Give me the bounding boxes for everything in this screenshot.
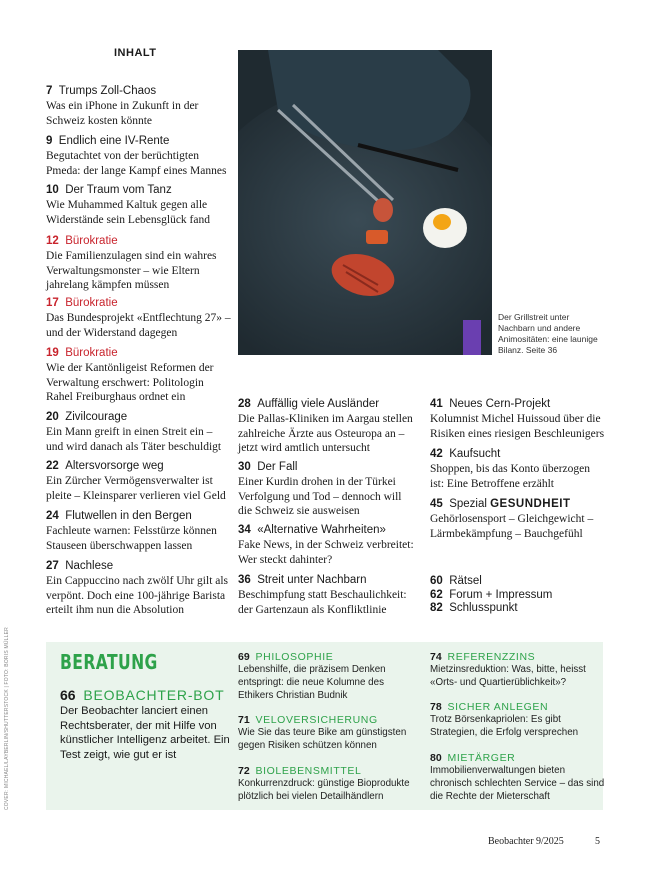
entry-section: Bürokratie: [65, 347, 118, 359]
entry-page-number: 24: [46, 510, 59, 522]
entry-section: BEOBACHTER-BOT: [83, 687, 225, 703]
entry-section: REFERENZZINS: [447, 651, 536, 663]
entry-teaser: Immobilienverwaltungen bieten chronisch schlechten Service – das sind die Rechte der Mieterschaft: [430, 765, 605, 802]
entry-section: SICHER ANLEGEN: [447, 701, 549, 713]
grill-photo: [238, 50, 492, 355]
entry-section: Bürokratie: [65, 235, 118, 247]
entry-page-number: 34: [238, 524, 251, 536]
toc-entry[interactable]: [46, 459, 231, 503]
toc-entry[interactable]: [238, 460, 418, 519]
entry-page-number: 74: [430, 651, 442, 663]
beratung-entry[interactable]: [238, 650, 416, 702]
entry-section: Nachlese: [65, 560, 114, 572]
entry-page-number: 9: [46, 135, 53, 147]
entry-page-number: 71: [238, 714, 250, 726]
toc-entry[interactable]: [46, 559, 231, 618]
toc-entry[interactable]: [46, 346, 231, 405]
entry-section: PHILOSOPHIE: [255, 651, 334, 663]
entry-teaser: Einer Kurdin drohen in der Türkei Verfolgung und Tod – dennoch will die Schweiz sie ausweisen: [238, 476, 402, 517]
entry-teaser: Begutachtet von der berüchtigten Pmeda: der lange Kampf eines Mannes: [46, 150, 227, 177]
misc-list: [430, 575, 552, 616]
entry-page-number: 66: [60, 687, 76, 703]
beratung-entry[interactable]: [430, 700, 608, 740]
entry-teaser: Konkurrenzdruck: günstige Bioprodukte plötzlich bei vielen Detailhändlern: [238, 778, 410, 802]
toc-entry[interactable]: [46, 296, 231, 340]
entry-section: Auffällig viele Ausländer: [257, 398, 380, 410]
entry-section: Altersvorsorge weg: [65, 460, 164, 472]
entry-teaser: Trotz Börsenkapriolen: Es gibt Strategien, die Erfolg versprechen: [430, 714, 579, 738]
entry-teaser: Der Beobachter lanciert einen Rechtsberater, der mit Hilfe von künstlicher Intelligenz arbeitet. Ein Test zeigt, wie gut er ist: [60, 705, 230, 761]
entry-section: Der Fall: [257, 461, 298, 473]
entry-teaser: Shoppen, bis das Konto überzogen ist: Eine Betroffene erzählt: [430, 463, 591, 490]
spezial-entry[interactable]: [430, 497, 605, 541]
entry-teaser: Wie Sie das teure Bike am günstigsten gegen Risiken schützen können: [238, 727, 407, 751]
entry-section: Streit unter Nachbarn: [257, 574, 367, 586]
entry-page-number: 72: [238, 765, 250, 777]
entry-page-number: 22: [46, 460, 59, 472]
entry-teaser: Gehörlosensport – Gleichgewicht – Lärmbekämpfung – Bauchgefühl: [430, 513, 594, 540]
beratung-entry[interactable]: [430, 650, 608, 690]
footer-magazine: Beobachter 9/2025: [488, 836, 564, 847]
toc-entry[interactable]: [46, 84, 231, 128]
beratung-title: BERATUNG: [60, 650, 158, 674]
entry-page-number: 45: [430, 498, 443, 510]
entry-section: Kaufsucht: [449, 448, 501, 460]
entry-teaser: Wie Muhammed Kaltuk gegen alle Widerstände sein Lebensglück fand: [46, 199, 210, 226]
list-item[interactable]: [430, 575, 552, 589]
entry-page-number: 80: [430, 752, 442, 764]
entry-teaser: Kolumnist Michel Huissoud über die Risiken eines riesigen Beschleunigers: [430, 413, 605, 440]
toc-entry[interactable]: [430, 397, 605, 441]
entry-teaser: Mietzinsreduktion: Was, bitte, heisst «Orts- und Quartierüblichkeit»?: [430, 664, 586, 688]
spezial-title: GESUNDHEIT: [490, 498, 571, 510]
entry-page-number: 28: [238, 398, 251, 410]
spezial-label: Spezial: [449, 498, 487, 510]
entry-page-number: 69: [238, 651, 250, 663]
entry-teaser: Ein Cappuccino nach zwölf Uhr gilt als verpönt. Doch eine 100-jährige Barista erteilt ihm nun die Absolution: [46, 575, 229, 616]
entry-teaser: Lebenshilfe, die präzisem Denken entspringt: die neue Kolumne des Ethikers Christian Budnik: [238, 664, 386, 701]
toc-entry[interactable]: [238, 397, 418, 456]
entry-section: BIOLEBENSMITTEL: [255, 765, 362, 777]
entry-page-number: 60: [430, 575, 443, 587]
entry-page-number: 30: [238, 461, 251, 473]
entry-section: Endlich eine IV-Rente: [58, 135, 170, 147]
photo-credit: COVER: MICHAEL/LAYBERLIN/SHUTTERSTOCK | FOTO: BORIS MÜLLER: [4, 627, 10, 810]
list-item[interactable]: [430, 589, 552, 603]
entry-section: Bürokratie: [65, 297, 118, 309]
entry-section: «Alternative Wahrheiten»: [257, 524, 386, 536]
entry-teaser: Die Pallas-Kliniken im Aargau stellen zahlreiche Ärzte aus Osteuropa an – jetzt wird amtlich untersucht: [238, 413, 413, 454]
entry-teaser: Beschimpfung statt Beschaulichkeit: der Gartenzaun als Konfliktlinie: [238, 589, 407, 616]
entry-page-number: 19: [46, 347, 59, 359]
entry-page-number: 36: [238, 574, 251, 586]
toc-entry[interactable]: [430, 447, 605, 491]
entry-page-number: 7: [46, 85, 53, 97]
entry-page-number: 20: [46, 411, 59, 423]
toc-entry[interactable]: [238, 573, 418, 617]
entry-section: Zivilcourage: [65, 411, 128, 423]
entry-teaser: Das Bundesprojekt «Entflechtung 27» – und der Widerstand dagegen: [46, 312, 231, 339]
entry-page-number: 12: [46, 235, 59, 247]
entry-teaser: Wie der Kantönligeist Reformen der Verwaltung erschwert: Politologin Rahel Freiburghaus ordnet ein: [46, 362, 214, 403]
entry-section: MIETÄRGER: [447, 752, 516, 764]
entry-teaser: Fachleute warnen: Felsstürze können Stauseen überschwappen lassen: [46, 525, 217, 552]
entry-teaser: Ein Mann greift in einen Streit ein – und wird danach als Täter beschuldigt: [46, 426, 222, 453]
entry-page-number: 42: [430, 448, 443, 460]
beratung-entry[interactable]: [238, 713, 416, 753]
toc-entry[interactable]: [46, 183, 231, 227]
entry-teaser: Die Familienzulagen sind ein wahres Verwaltungsmonster – wie Eltern jahrelang kämpfen müssen: [46, 250, 217, 291]
entry-page-number: 17: [46, 297, 59, 309]
beratung-main-entry[interactable]: [60, 686, 230, 762]
entry-page-number: 82: [430, 602, 443, 614]
toc-entry[interactable]: [238, 523, 418, 567]
entry-section: Neues Cern-Projekt: [449, 398, 551, 410]
grill-illustration: [238, 50, 492, 355]
entry-page-number: 41: [430, 398, 443, 410]
entry-page-number: 62: [430, 588, 443, 601]
entry-section: VELOVERSICHERUNG: [255, 714, 378, 726]
entry-page-number: 10: [46, 184, 59, 196]
toc-entry[interactable]: [46, 509, 231, 553]
entry-section: Rätsel: [449, 575, 482, 587]
toc-entry[interactable]: [46, 410, 231, 454]
entry-section: Forum + Impressum: [449, 588, 553, 601]
photo-caption: Der Grillstreit unter Nachbarn und andere Animositäten: eine launige Bilanz. Seite 36: [498, 312, 598, 355]
list-item[interactable]: [430, 602, 552, 616]
toc-entry[interactable]: [46, 134, 231, 178]
beratung-entry[interactable]: [238, 764, 416, 804]
entry-section: Der Traum vom Tanz: [65, 184, 172, 196]
page-title: INHALT: [114, 47, 157, 59]
toc-entry[interactable]: [46, 234, 231, 293]
entry-teaser: Ein Zürcher Vermögensverwalter ist pleite – Kleinsparer verlieren viel Geld: [46, 475, 226, 502]
footer-page-number: 5: [595, 836, 600, 847]
entry-page-number: 78: [430, 701, 442, 713]
entry-section: Trumps Zoll-Chaos: [58, 85, 157, 97]
entry-page-number: 27: [46, 560, 59, 572]
beratung-entry[interactable]: [430, 751, 608, 803]
entry-teaser: Fake News, in der Schweiz verbreitet: Wer steckt dahinter?: [238, 539, 414, 566]
entry-teaser: Was ein iPhone in Zukunft in der Schweiz kosten könnte: [46, 100, 199, 127]
entry-section: Schlusspunkt: [449, 602, 518, 614]
entry-section: Flutwellen in den Bergen: [65, 510, 192, 522]
